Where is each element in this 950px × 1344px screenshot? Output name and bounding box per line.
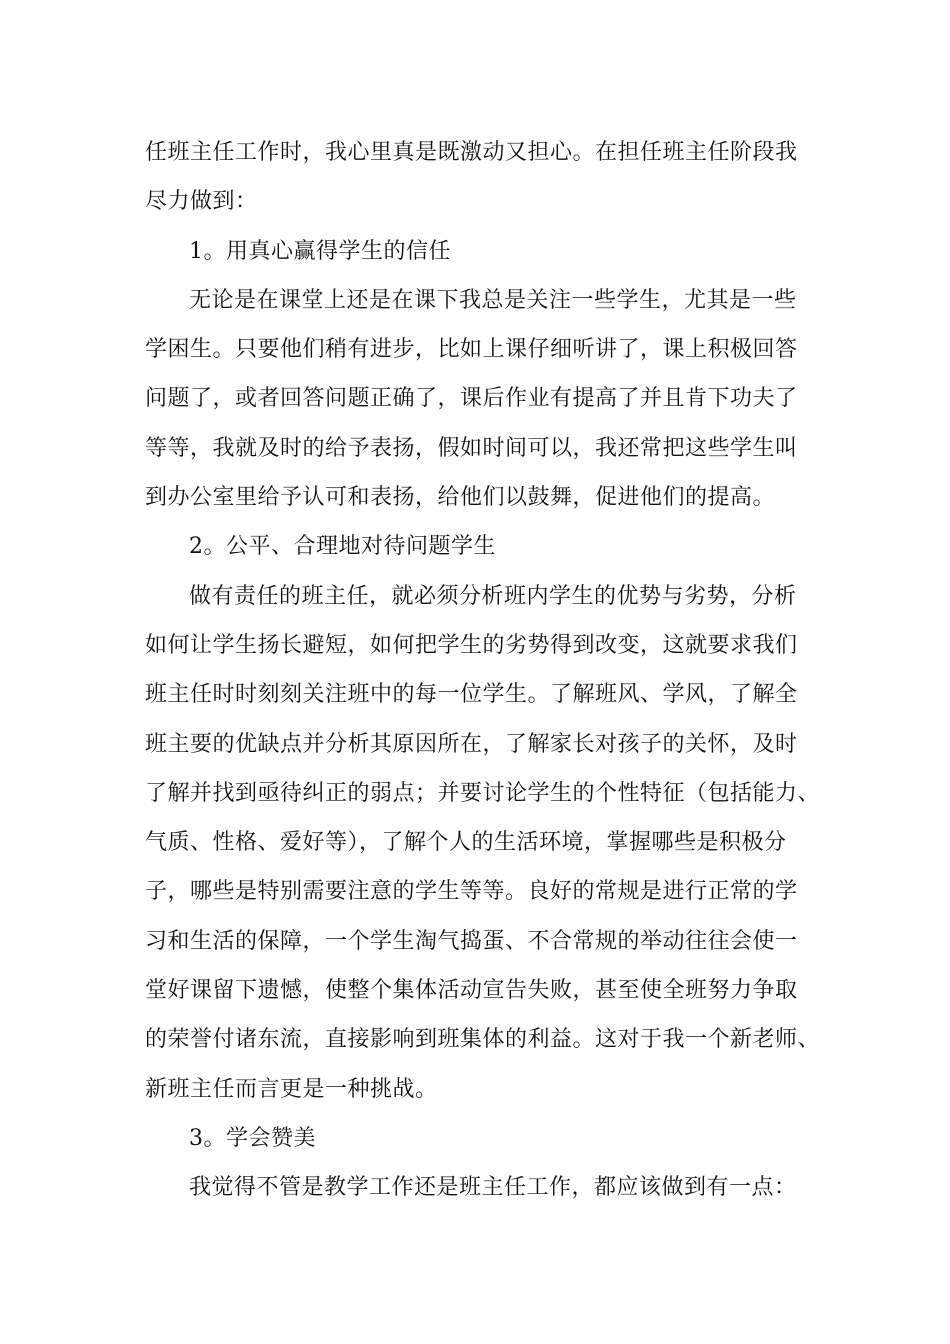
text-line: 如何让学生扬长避短，如何把学生的劣势得到改变，这就要求我们	[145, 632, 798, 658]
text-line: 等等，我就及时的给予表扬，假如时间可以，我还常把这些学生叫	[145, 435, 798, 461]
text-line: 到办公室里给予认可和表扬，给他们以鼓舞，促进他们的提高。	[145, 485, 776, 511]
text-line: 的荣誉付诸东流，直接影响到班集体的利益。这对于我一个新老师、	[145, 1027, 821, 1053]
document-body	[145, 128, 825, 1213]
text-line: 堂好课留下遗憾，使整个集体活动宣告失败，甚至使全班努力争取	[145, 978, 798, 1004]
text-line: 学困生。只要他们稍有进步，比如上课仔细听讲了，课上积极回答	[145, 337, 798, 363]
text-line: 气质、性格、爱好等），了解个人的生活环境，掌握哪些是积极分	[145, 830, 787, 856]
paragraph-start: 我觉得不管是教学工作还是班主任工作，都应该做到有一点：	[189, 1175, 797, 1201]
text-line: 新班主任而言更是一种挑战。	[145, 1076, 438, 1102]
text-line: 任班主任工作时，我心里真是既激动又担心。在担任班主任阶段我	[145, 140, 798, 165]
section-heading-3: 3。学会赞美	[189, 1125, 316, 1151]
text-line: 子，哪些是特别需要注意的学生等等。良好的常规是进行正常的学	[145, 879, 798, 905]
text-line: 问题了，或者回答问题正确了，课后作业有提高了并且肯下功夫了	[145, 386, 798, 412]
text-line: 了解并找到亟待纠正的弱点；并要讨论学生的个性特征（包括能力、	[145, 780, 821, 806]
text-line: 习和生活的保障，一个学生淘气捣蛋、不合常规的举动往往会使一	[145, 928, 798, 954]
section-heading-2: 2。公平、合理地对待问题学生	[189, 534, 496, 560]
section-heading-1: 1。用真心赢得学生的信任	[189, 238, 451, 264]
text-line: 班主任时时刻刻关注班中的每一位学生。了解班风、学风，了解全	[145, 682, 798, 708]
text-line: 尽力做到：	[145, 189, 258, 215]
paragraph-start: 做有责任的班主任，就必须分析班内学生的优势与劣势，分析	[189, 583, 797, 609]
paragraph-start: 无论是在课堂上还是在课下我总是关注一些学生，尤其是一些	[189, 287, 797, 313]
text-line: 班主要的优缺点并分析其原因所在，了解家长对孩子的关怀，及时	[145, 731, 798, 757]
